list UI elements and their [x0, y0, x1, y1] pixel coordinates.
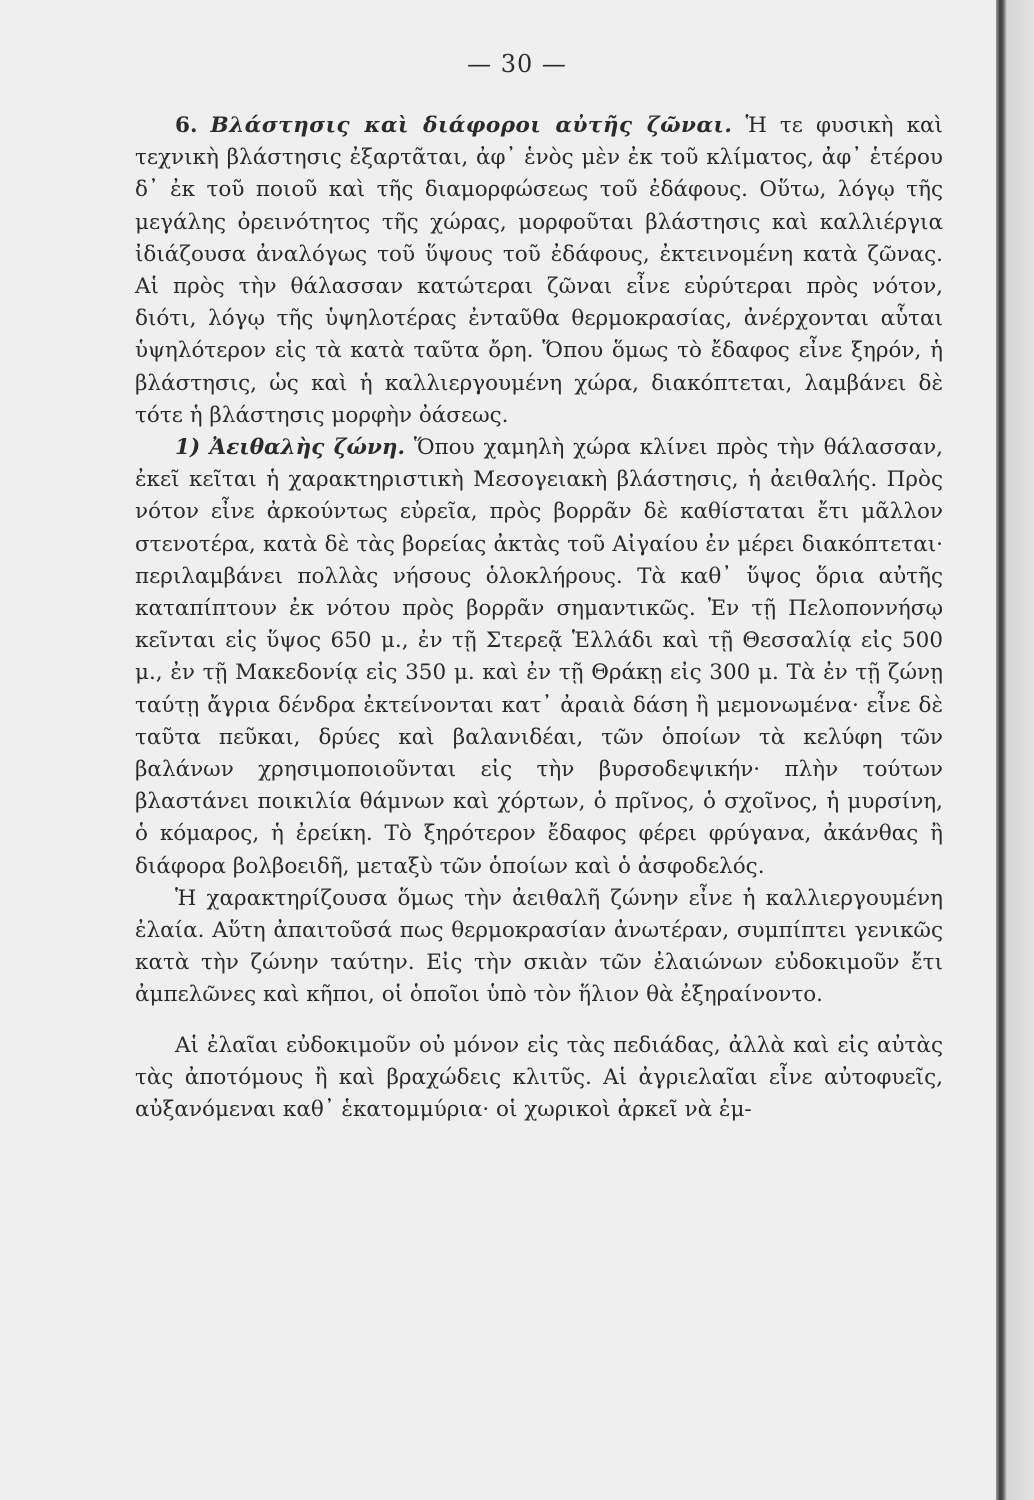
page-body [135, 110, 943, 1126]
section-text: Ἡ τε φυσικὴ καὶ τεχνικὴ βλάστησις ἐξαρτᾶται, ἀφ᾽ ἑνὸς μὲν ἐκ τοῦ κλίματος, ἀφ᾽ ἑτέρου δ᾽ ἐκ τοῦ ποιοῦ καὶ τῆς διαμορφώσεως τοῦ ἐδάφους. Οὕτω, λόγῳ τῆς μεγάλης ὀρεινότητος τῆς χώρας, μορφοῦται βλάστησις καὶ καλλιέργια ἰδιάζουσα ἀναλόγως τοῦ ὕψους τοῦ ἐδάφους, ἐκτεινομένη κατὰ ζῶνας. Αἱ πρὸς τὴν θάλασσαν κατώτεραι ζῶναι εἶνε εὐρύτεραι πρὸς νότον, διότι, λόγῳ τῆς ὑψηλοτέρας ἐνταῦθα θερμοκρασίας, ἀνέρχονται αὗται ὑψηλότερον εἰς τὰ κατὰ ταῦτα ὄρη. Ὅπου ὅμως τὸ ἔδαφος εἶνε ξηρόν, ἡ βλάστησις, ὡς καὶ ἡ καλλιεργουμένη χώρα, διακόπτεται, λαμβάνει δὲ τότε ἡ βλάστησις μορφὴν ὀάσεως. [135, 113, 943, 428]
section-paragraph [135, 110, 943, 432]
subsection-text: Ὅπου χαμηλὴ χώρα κλίνει πρὸς τὴν θάλασσαν, ἐκεῖ κεῖται ἡ χαρακτηριστικὴ Μεσογειακὴ βλάστησις, ἡ ἀειθαλής. Πρὸς νότον εἶνε ἀρκούντως εὐρεῖα, πρὸς βορρᾶν δὲ καθίσταται ἔτι μᾶλλον στενοτέρα, κατὰ δὲ τὰς βορείας ἀκτὰς τοῦ Αἰγαίου ἐν μέρει διακόπτεται· περιλαμβάνει πολλὰς νήσους ὁλοκλήρους. Τὰ καθ᾽ ὕψος ὅρια αὐτῆς καταπίπτουν ἐκ νότου πρὸς βορρᾶν σημαντικῶς. Ἐν τῇ Πελοποννήσῳ κεῖνται εἰς ὕψος 650 μ., ἐν τῇ Στερεᾷ Ἑλλάδι καὶ τῇ Θεσσαλίᾳ εἰς 500 μ., ἐν τῇ Μακεδονίᾳ εἰς 350 μ. καὶ ἐν τῇ Θράκῃ εἰς 300 μ. Τὰ ἐν τῇ ζώνῃ ταύτῃ ἄγρια δένδρα ἐκτείνονται κατ᾽ ἀραιὰ δάση ἢ μεμονωμένα· εἶνε δὲ ταῦτα πεῦκαι, δρύες καὶ βαλανιδέαι, τῶν ὁποίων τὰ κελύφη τῶν βαλάνων χρησιμοποιοῦνται εἰς τὴν βυρσοδεψικήν· πλὴν τούτων βλαστάνει ποικιλία θάμνων καὶ χόρτων, ὁ πρῖνος, ὁ σχοῖνος, ἡ μυρσίνη, ὁ κόμαρος, ἡ ἐρείκη. Τὸ ξηρότερον ἔδαφος φέρει φρύγανα, ἀκάνθας ἢ διάφορα βολβοειδῆ, μεταξὺ τῶν ὁποίων καὶ ὁ ἀσφοδελός. [135, 435, 943, 879]
section-title: Βλάστησις καὶ διάφοροι αὐτῆς ζῶναι. [210, 113, 733, 138]
subsection-label: 1) Ἀειθαλὴς ζώνη. [175, 435, 406, 461]
paragraph-gap [135, 1012, 943, 1030]
book-gutter [996, 0, 1034, 1500]
paragraph-olive-trees: Αἱ ἐλαῖαι εὐδοκιμοῦν οὐ μόνον εἰς τὰς πεδιάδας, ἀλλὰ καὶ εἰς αὐτὰς τὰς ἀποτόμους ἢ καὶ βραχώδεις κλιτῦς. Αἱ ἀγριελαῖαι εἶνε αὐτοφυεῖς, αὐξανόμεναι καθ᾽ ἑκατομμύρια· οἱ χωρικοὶ ἀρκεῖ νὰ ἐμ- [135, 1032, 943, 1123]
section-number: 6. [175, 113, 198, 138]
page-number: — 30 — [467, 50, 567, 78]
paragraph-olive: Ἡ χαρακτηρίζουσα ὅμως τὴν ἀειθαλῆ ζώνην εἶνε ἡ καλλιεργουμένη ἐλαία. Αὕτη ἀπαιτοῦσά πως θερμοκρασίαν ἀνωτέραν, συμπίπτει γενικῶς κατὰ τὴν ζώνην ταύτην. Εἰς τὴν σκιὰν τῶν ἐλαιώνων εὐδοκιμοῦν ἔτι ἀμπελῶνες καὶ κῆποι, οἱ ὁποῖοι ὑπὸ τὸν ἥλιον θὰ ἐξηραίνοντο. [135, 885, 943, 1008]
subsection-paragraph [135, 432, 943, 883]
